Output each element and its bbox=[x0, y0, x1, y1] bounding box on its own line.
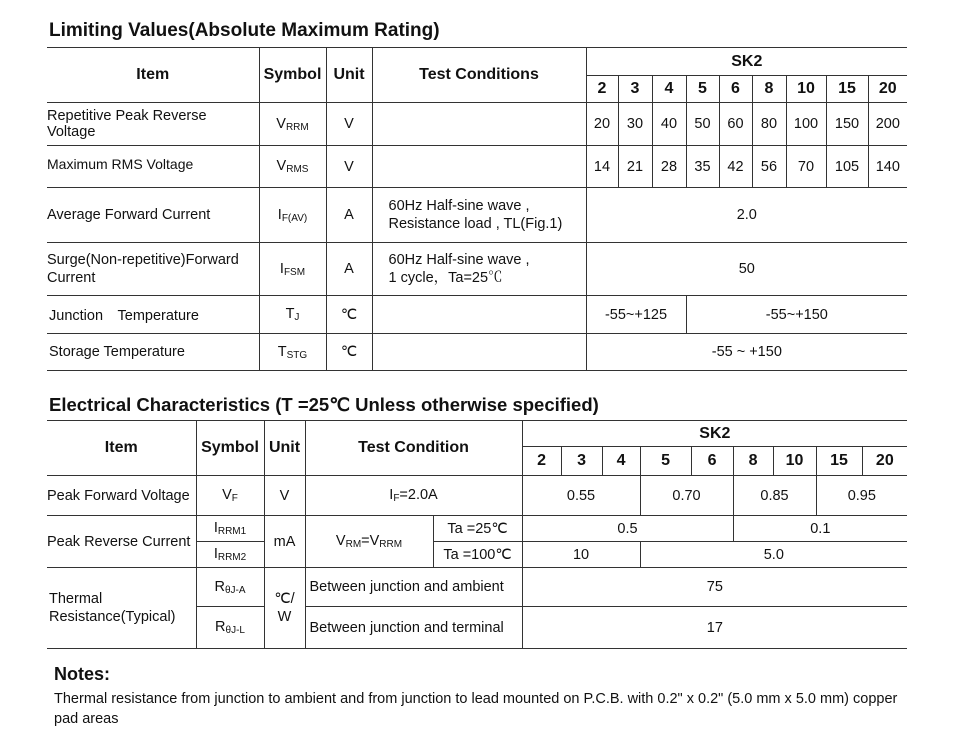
unit-cell: ℃/ W bbox=[264, 568, 305, 649]
header-sk2: SK2 bbox=[586, 48, 907, 76]
limiting-header-row bbox=[47, 48, 907, 76]
variant-4: 4 bbox=[602, 447, 640, 476]
variant-8: 8 bbox=[733, 447, 773, 476]
unit-cell: V bbox=[326, 103, 372, 146]
value-cell: 17 bbox=[522, 607, 907, 649]
value-cell: -55~+150 bbox=[686, 296, 907, 334]
value-cell: 40 bbox=[652, 103, 686, 146]
value-cell: 5.0 bbox=[640, 542, 907, 568]
electrical-characteristics-table bbox=[47, 420, 907, 649]
table-row bbox=[47, 568, 907, 607]
test-cell bbox=[372, 103, 586, 146]
variant-15: 15 bbox=[826, 76, 868, 103]
header-test-condition: Test Condition bbox=[305, 421, 522, 476]
value-cell: 0.1 bbox=[733, 516, 907, 542]
item-cell: Peak Reverse Current bbox=[47, 516, 196, 568]
test-cell: Between junction and terminal bbox=[305, 607, 522, 649]
table-row bbox=[47, 188, 907, 243]
item-cell: Junction Temperature bbox=[47, 296, 259, 334]
value-cell: 14 bbox=[586, 146, 618, 188]
symbol-cell: $T_{STG}$ bbox=[259, 334, 326, 371]
value-cell: 56 bbox=[752, 146, 786, 188]
header-item: Item bbox=[47, 421, 196, 476]
header-sk2: SK2 bbox=[522, 421, 907, 447]
limiting-title: Limiting Values(Absolute Maximum Rating) bbox=[49, 20, 440, 41]
variant-2: 2 bbox=[522, 447, 561, 476]
unit-cell: A bbox=[326, 188, 372, 243]
unit-cell: mA bbox=[264, 516, 305, 568]
header-unit: Unit bbox=[264, 421, 305, 476]
value-cell: 0.5 bbox=[522, 516, 733, 542]
test-cell: $V_{RM}=V_{RRM}$ bbox=[305, 516, 433, 568]
header-test-conditions: Test Conditions bbox=[372, 48, 586, 103]
notes-text: Thermal resistance from junction to ambient and from junction to lead mounted on P.C.B. with 0.2" x 0.2" (5.0 mm x 5.0 mm) copper pad areas bbox=[54, 691, 898, 727]
electrical-header-row bbox=[47, 421, 907, 447]
item-cell: Surge(Non-repetitive)Forward Current bbox=[47, 243, 259, 296]
test-cell: 60Hz Half-sine wave , Resistance load , TL(Fig.1) bbox=[372, 188, 586, 243]
variant-6: 6 bbox=[719, 76, 752, 103]
item-cell: Thermal Resistance(Typical) bbox=[47, 568, 196, 649]
symbol-cell: $T_J$ bbox=[259, 296, 326, 334]
ta-cell: Ta =100℃ bbox=[433, 542, 522, 568]
unit-cell: V bbox=[326, 146, 372, 188]
value-cell: 140 bbox=[868, 146, 907, 188]
value-cell: 0.85 bbox=[733, 476, 816, 516]
variant-5: 5 bbox=[640, 447, 691, 476]
header-item: Item bbox=[47, 48, 259, 103]
symbol-cell: $I_{RRM1}$ bbox=[196, 516, 264, 542]
variant-10: 10 bbox=[773, 447, 816, 476]
notes-title: Notes: bbox=[54, 664, 111, 684]
table-row bbox=[47, 476, 907, 516]
variant-15: 15 bbox=[816, 447, 862, 476]
ta-cell: Ta =25℃ bbox=[433, 516, 522, 542]
table-row bbox=[47, 243, 907, 296]
variant-5: 5 bbox=[686, 76, 719, 103]
variant-6: 6 bbox=[691, 447, 733, 476]
symbol-cell: $V_{RMS}$ bbox=[259, 146, 326, 188]
value-cell: 70 bbox=[786, 146, 826, 188]
value-cell: 200 bbox=[868, 103, 907, 146]
value-cell: 80 bbox=[752, 103, 786, 146]
value-cell: 35 bbox=[686, 146, 719, 188]
test-cell: Between junction and ambient bbox=[305, 568, 522, 607]
variant-20: 20 bbox=[862, 447, 907, 476]
variant-10: 10 bbox=[786, 76, 826, 103]
value-cell: 30 bbox=[618, 103, 652, 146]
value-cell: 60 bbox=[719, 103, 752, 146]
test-cell bbox=[372, 146, 586, 188]
test-cell bbox=[372, 334, 586, 371]
value-cell: 105 bbox=[826, 146, 868, 188]
test-cell bbox=[372, 296, 586, 334]
header-symbol: Symbol bbox=[259, 48, 326, 103]
symbol-cell: $I_{F(AV)}$ bbox=[259, 188, 326, 243]
item-cell: Average Forward Current bbox=[47, 188, 259, 243]
symbol-cell: $I_{RRM2}$ bbox=[196, 542, 264, 568]
value-cell: 2.0 bbox=[586, 188, 907, 243]
symbol-cell: $I_{FSM}$ bbox=[259, 243, 326, 296]
value-cell: 28 bbox=[652, 146, 686, 188]
value-cell: 50 bbox=[586, 243, 907, 296]
value-cell: 100 bbox=[786, 103, 826, 146]
value-cell: 50 bbox=[686, 103, 719, 146]
test-cell: 60Hz Half-sine wave , 1 cycle，Ta=25℃ bbox=[372, 243, 586, 296]
variant-3: 3 bbox=[561, 447, 602, 476]
unit-cell: A bbox=[326, 243, 372, 296]
item-cell: Peak Forward Voltage bbox=[47, 476, 196, 516]
header-unit: Unit bbox=[326, 48, 372, 103]
table-row bbox=[47, 146, 907, 188]
variant-20: 20 bbox=[868, 76, 907, 103]
value-cell: -55~+125 bbox=[586, 296, 686, 334]
value-cell: 21 bbox=[618, 146, 652, 188]
variant-3: 3 bbox=[618, 76, 652, 103]
variant-4: 4 bbox=[652, 76, 686, 103]
variant-8: 8 bbox=[752, 76, 786, 103]
table-row bbox=[47, 516, 907, 542]
symbol-cell: $R_{\theta J-A}$ bbox=[196, 568, 264, 607]
value-cell: 0.70 bbox=[640, 476, 733, 516]
test-cell: $I_F=2.0A$ bbox=[305, 476, 522, 516]
table-row bbox=[47, 296, 907, 334]
value-cell: 42 bbox=[719, 146, 752, 188]
value-cell: 150 bbox=[826, 103, 868, 146]
symbol-cell: $V_F$ bbox=[196, 476, 264, 516]
electrical-title: Electrical Characteristics (T =25℃ Unless otherwise specified) bbox=[49, 394, 599, 415]
table-row bbox=[47, 334, 907, 371]
item-cell: Maximum RMS Voltage bbox=[47, 146, 259, 188]
value-cell: 0.55 bbox=[522, 476, 640, 516]
unit-cell: ℃ bbox=[326, 296, 372, 334]
value-cell: 0.95 bbox=[816, 476, 907, 516]
unit-cell: V bbox=[264, 476, 305, 516]
value-cell: 10 bbox=[522, 542, 640, 568]
variant-2: 2 bbox=[586, 76, 618, 103]
value-cell: 20 bbox=[586, 103, 618, 146]
symbol-cell: $V_{RRM}$ bbox=[259, 103, 326, 146]
header-symbol: Symbol bbox=[196, 421, 264, 476]
item-cell: Repetitive Peak Reverse Voltage bbox=[47, 103, 259, 146]
table-row bbox=[47, 103, 907, 146]
unit-cell: ℃ bbox=[326, 334, 372, 371]
item-cell: Storage Temperature bbox=[47, 334, 259, 371]
symbol-cell: $R_{\theta J-L}$ bbox=[196, 607, 264, 649]
value-cell: 75 bbox=[522, 568, 907, 607]
value-cell: -55 ~ +150 bbox=[586, 334, 907, 371]
limiting-values-table bbox=[47, 47, 907, 371]
